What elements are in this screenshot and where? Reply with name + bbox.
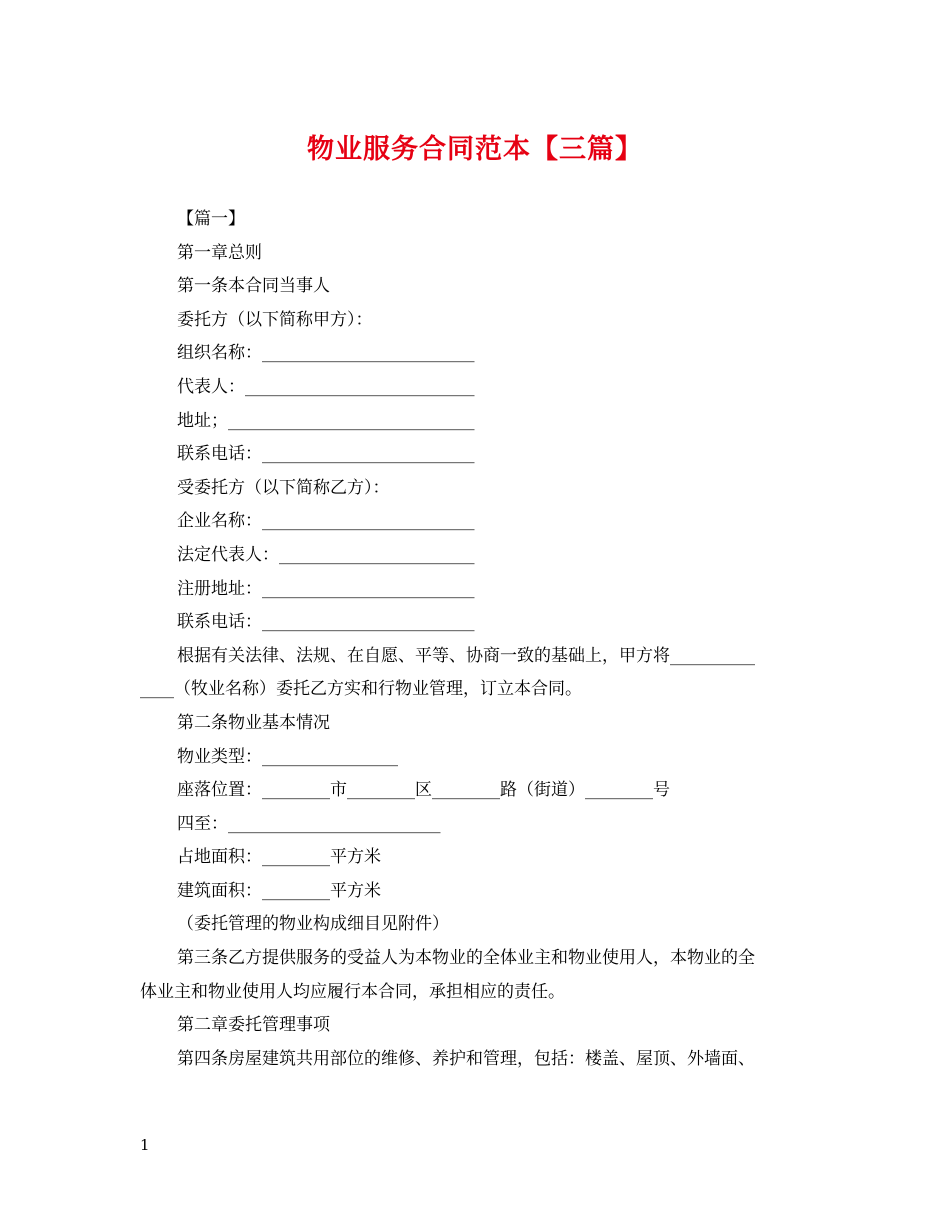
text-line: 占地面积：________平方米 (177, 847, 381, 868)
text-line: 代表人：___________________________ (177, 376, 475, 397)
text-line: 体业主和物业使用人均应履行本合同，承担相应的责任。 (140, 981, 565, 1002)
text-line: 物业类型：________________ (177, 746, 398, 767)
text-line: 注册地址：_________________________ (177, 578, 475, 599)
text-line: （委托管理的物业构成细目见附件） (177, 914, 449, 935)
text-line: 组织名称：_________________________ (177, 343, 475, 364)
page-number: 1 (140, 1136, 150, 1154)
text-line: 根据有关法律、法规、在自愿、平等、协商一致的基础上，甲方将__________ (177, 645, 755, 666)
text-line: 【篇一】 (177, 209, 245, 229)
text-line: 受委托方（以下简称乙方）： (177, 477, 390, 498)
text-line: 企业名称：_________________________ (177, 511, 475, 532)
text-line: 联系电话：_________________________ (177, 444, 475, 465)
text-line: 第一条本合同当事人 (177, 276, 330, 297)
text-line: 地址；_____________________________ (177, 410, 475, 431)
text-line: 第二章委托管理事项 (177, 1015, 330, 1036)
text-line: 第三条乙方提供服务的受益人为本物业的全体业主和物业使用人，本物业的全 (177, 948, 755, 969)
text-line: 第一章总则 (177, 242, 262, 263)
text-line: 法定代表人：_______________________ (177, 544, 475, 565)
text-line: ____（牧业名称）委托乙方实和行物业管理，订立本合同。 (140, 679, 582, 700)
text-line: 座落位置：________市________区________路（街道）________号 (177, 780, 670, 801)
text-line: 四至：_________________________ (177, 813, 441, 834)
document-title: 物业服务合同范本【三篇】 (307, 134, 643, 165)
text-line: 第二条物业基本情况 (177, 712, 330, 733)
text-line: 建筑面积：________平方米 (177, 880, 381, 901)
text-line: 第四条房屋建筑共用部位的维修、养护和管理，包括：楼盖、屋顶、外墙面、 (177, 1048, 755, 1069)
text-line: 联系电话：_________________________ (177, 612, 475, 633)
text-line: 委托方（以下简称甲方）： (177, 309, 373, 330)
document-body (140, 203, 812, 1076)
